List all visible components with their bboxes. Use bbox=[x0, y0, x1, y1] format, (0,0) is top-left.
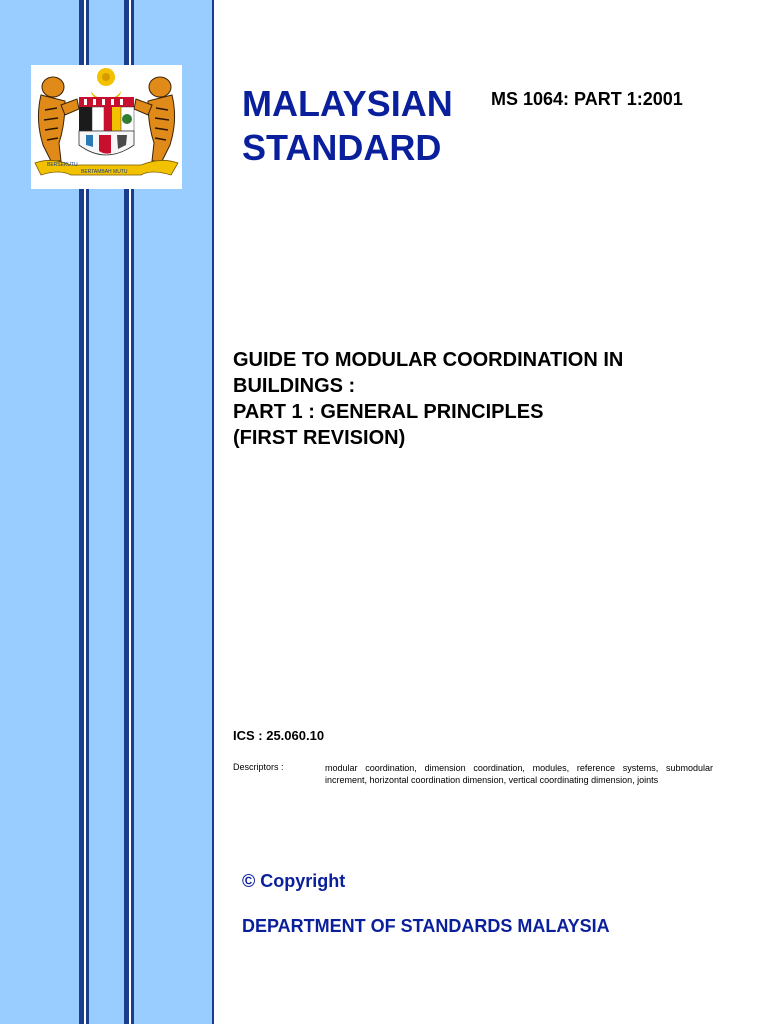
coat-of-arms-icon bbox=[31, 65, 182, 189]
descriptors-label: Descriptors : bbox=[233, 762, 284, 772]
publication-type-title bbox=[242, 82, 453, 170]
descriptors-text: modular coordination, dimension coordination, modules, reference systems, submodular increment, horizontal coordination dimension, vertical coordinating dimension, joints bbox=[325, 763, 713, 785]
title-line: MALAYSIAN bbox=[242, 83, 453, 124]
document-title-line: GUIDE TO MODULAR COORDINATION IN bbox=[233, 349, 624, 371]
ics-code: ICS : 25.060.10 bbox=[233, 728, 325, 743]
department-name: DEPARTMENT OF STANDARDS MALAYSIA bbox=[242, 916, 610, 936]
left-sidebar bbox=[0, 0, 214, 1024]
title-line: STANDARD bbox=[242, 127, 442, 168]
document-title-line: (FIRST REVISION) bbox=[233, 427, 406, 449]
svg-text:BERTAMBAH MUTU: BERTAMBAH MUTU bbox=[81, 169, 128, 175]
document-title-line: BUILDINGS : bbox=[233, 375, 356, 397]
svg-text:BERSEKUTU: BERSEKUTU bbox=[47, 162, 78, 168]
copyright-notice: © Copyright bbox=[242, 871, 346, 891]
document-title-line: PART 1 : GENERAL PRINCIPLES bbox=[233, 401, 544, 423]
standard-number: MS 1064: PART 1:2001 bbox=[491, 89, 683, 109]
document-title bbox=[233, 347, 623, 451]
